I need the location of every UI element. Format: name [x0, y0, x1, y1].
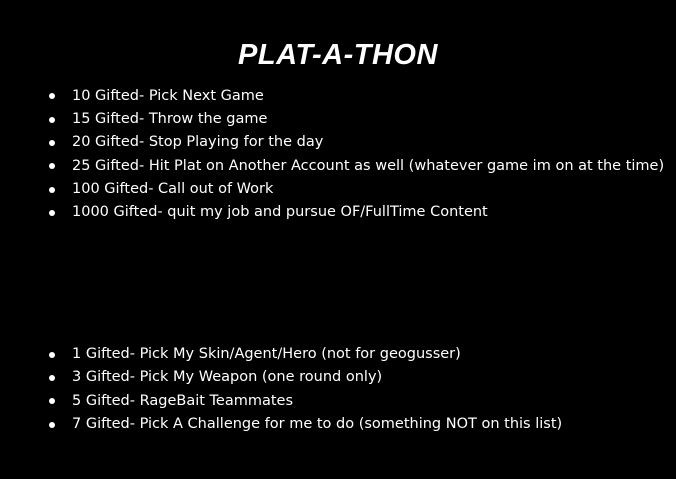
bullet-icon	[49, 163, 55, 169]
bullet-icon	[49, 375, 55, 381]
list-item	[0, 155, 664, 178]
bullet-icon	[49, 398, 55, 404]
bullet-icon	[49, 422, 55, 428]
bullet-icon	[49, 210, 55, 216]
gift-tier-list-main	[0, 85, 664, 225]
list-item-text: 20 Gifted- Stop Playing for the day	[72, 134, 324, 151]
list-item	[0, 131, 664, 154]
list-item-text: 15 Gifted- Throw the game	[72, 110, 268, 127]
list-item-text: 1000 Gifted- quit my job and pursue OF/FullTime Content	[72, 204, 488, 221]
list-item-text: 100 Gifted- Call out of Work	[72, 181, 274, 198]
list-item	[0, 366, 562, 389]
list-item	[0, 108, 664, 131]
gift-tier-list-gameplay	[0, 343, 562, 437]
bullet-icon	[49, 93, 55, 99]
list-item	[0, 178, 664, 201]
list-item-text: 25 Gifted- Hit Plat on Another Account as well (whatever game im on at the time)	[72, 157, 665, 174]
list-item	[0, 85, 664, 108]
bullet-icon	[49, 140, 55, 146]
bullet-icon	[49, 117, 55, 123]
list-item	[0, 343, 562, 366]
bullet-icon	[49, 187, 55, 193]
list-item	[0, 201, 664, 224]
list-item	[0, 390, 562, 413]
list-item-text: 5 Gifted- RageBait Teammates	[72, 392, 294, 409]
list-item-text: 1 Gifted- Pick My Skin/Agent/Hero (not for geogusser)	[72, 346, 461, 362]
list-item-text: 3 Gifted- Pick My Weapon (one round only)	[72, 369, 383, 386]
list-item-text: 7 Gifted- Pick A Challenge for me to do (something NOT on this list)	[72, 416, 563, 433]
bullet-icon	[49, 352, 55, 358]
list-item	[0, 413, 562, 436]
page-title: PLAT-A-THON	[238, 39, 438, 71]
list-item-text: 10 Gifted- Pick Next Game	[72, 87, 264, 104]
